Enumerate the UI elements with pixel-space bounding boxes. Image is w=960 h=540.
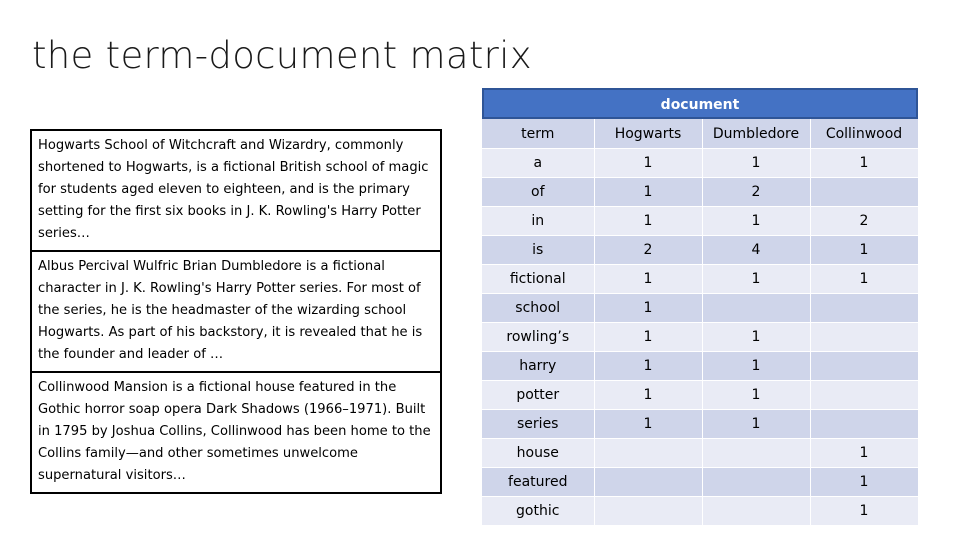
count-cell-dumbledore <box>702 468 810 497</box>
matrix-body <box>482 149 918 526</box>
column-header-collinwood: Collinwood <box>810 119 918 149</box>
term-cell: harry <box>482 352 594 381</box>
documents-panel <box>30 129 442 494</box>
matrix-header-row <box>482 119 918 149</box>
count-cell-dumbledore: 1 <box>702 410 810 439</box>
count-cell-hogwarts: 2 <box>594 236 702 265</box>
count-cell-dumbledore: 1 <box>702 207 810 236</box>
table-row <box>482 352 918 381</box>
term-cell: series <box>482 410 594 439</box>
count-cell-dumbledore: 1 <box>702 323 810 352</box>
document-group-header: document <box>482 88 918 119</box>
count-cell-collinwood <box>810 294 918 323</box>
count-cell-dumbledore: 2 <box>702 178 810 207</box>
table-row <box>482 207 918 236</box>
count-cell-collinwood: 1 <box>810 439 918 468</box>
count-cell-hogwarts <box>594 439 702 468</box>
count-cell-dumbledore <box>702 294 810 323</box>
column-header-hogwarts: Hogwarts <box>594 119 702 149</box>
count-cell-collinwood <box>810 352 918 381</box>
count-cell-hogwarts: 1 <box>594 178 702 207</box>
table-row <box>482 265 918 294</box>
count-cell-hogwarts: 1 <box>594 410 702 439</box>
document-collinwood: Collinwood Mansion is a fictional house featured in the Gothic horror soap opera Dark Shadows (1966–1971). Built in 1795 by Joshua Collins, Collinwood has been home to the Collins family—and other sometimes unwelcome supernatural visitors… <box>32 371 440 492</box>
term-cell: fictional <box>482 265 594 294</box>
count-cell-collinwood <box>810 323 918 352</box>
table-row <box>482 439 918 468</box>
table-row <box>482 323 918 352</box>
table-row <box>482 468 918 497</box>
count-cell-dumbledore: 1 <box>702 149 810 178</box>
table-row <box>482 410 918 439</box>
table-row <box>482 236 918 265</box>
term-cell: in <box>482 207 594 236</box>
table-row <box>482 294 918 323</box>
count-cell-collinwood: 1 <box>810 236 918 265</box>
count-cell-dumbledore: 4 <box>702 236 810 265</box>
term-cell: school <box>482 294 594 323</box>
table-row <box>482 381 918 410</box>
count-cell-hogwarts <box>594 468 702 497</box>
count-cell-hogwarts: 1 <box>594 207 702 236</box>
count-cell-collinwood: 1 <box>810 265 918 294</box>
column-header-dumbledore: Dumbledore <box>702 119 810 149</box>
document-dumbledore: Albus Percival Wulfric Brian Dumbledore is a fictional character in J. K. Rowling's Harry Potter series. For most of the series, he is the headmaster of the wizarding school Hogwarts. As part of his backstory, it is revealed that he is the founder and leader of … <box>32 250 440 371</box>
count-cell-hogwarts: 1 <box>594 294 702 323</box>
term-document-matrix <box>482 88 918 526</box>
count-cell-collinwood: 1 <box>810 149 918 178</box>
page-title: the term-document matrix <box>32 34 532 77</box>
term-cell: potter <box>482 381 594 410</box>
matrix-table <box>482 119 919 526</box>
count-cell-collinwood <box>810 178 918 207</box>
term-cell: rowling’s <box>482 323 594 352</box>
term-cell: gothic <box>482 497 594 526</box>
count-cell-hogwarts: 1 <box>594 323 702 352</box>
count-cell-dumbledore <box>702 497 810 526</box>
term-cell: a <box>482 149 594 178</box>
table-row <box>482 149 918 178</box>
table-row <box>482 497 918 526</box>
count-cell-hogwarts: 1 <box>594 352 702 381</box>
count-cell-collinwood <box>810 410 918 439</box>
count-cell-hogwarts <box>594 497 702 526</box>
table-row <box>482 178 918 207</box>
count-cell-hogwarts: 1 <box>594 381 702 410</box>
count-cell-collinwood: 2 <box>810 207 918 236</box>
count-cell-dumbledore: 1 <box>702 381 810 410</box>
document-hogwarts: Hogwarts School of Witchcraft and Wizardry, commonly shortened to Hogwarts, is a fictional British school of magic for students aged eleven to eighteen, and is the primary setting for the first six books in J. K. Rowling's Harry Potter series… <box>38 138 429 241</box>
count-cell-dumbledore: 1 <box>702 265 810 294</box>
count-cell-dumbledore <box>702 439 810 468</box>
count-cell-dumbledore: 1 <box>702 352 810 381</box>
count-cell-hogwarts: 1 <box>594 149 702 178</box>
count-cell-collinwood <box>810 381 918 410</box>
term-cell: featured <box>482 468 594 497</box>
count-cell-collinwood: 1 <box>810 497 918 526</box>
count-cell-collinwood: 1 <box>810 468 918 497</box>
term-cell: is <box>482 236 594 265</box>
term-cell: house <box>482 439 594 468</box>
count-cell-hogwarts: 1 <box>594 265 702 294</box>
column-header-term: term <box>482 119 594 149</box>
term-cell: of <box>482 178 594 207</box>
